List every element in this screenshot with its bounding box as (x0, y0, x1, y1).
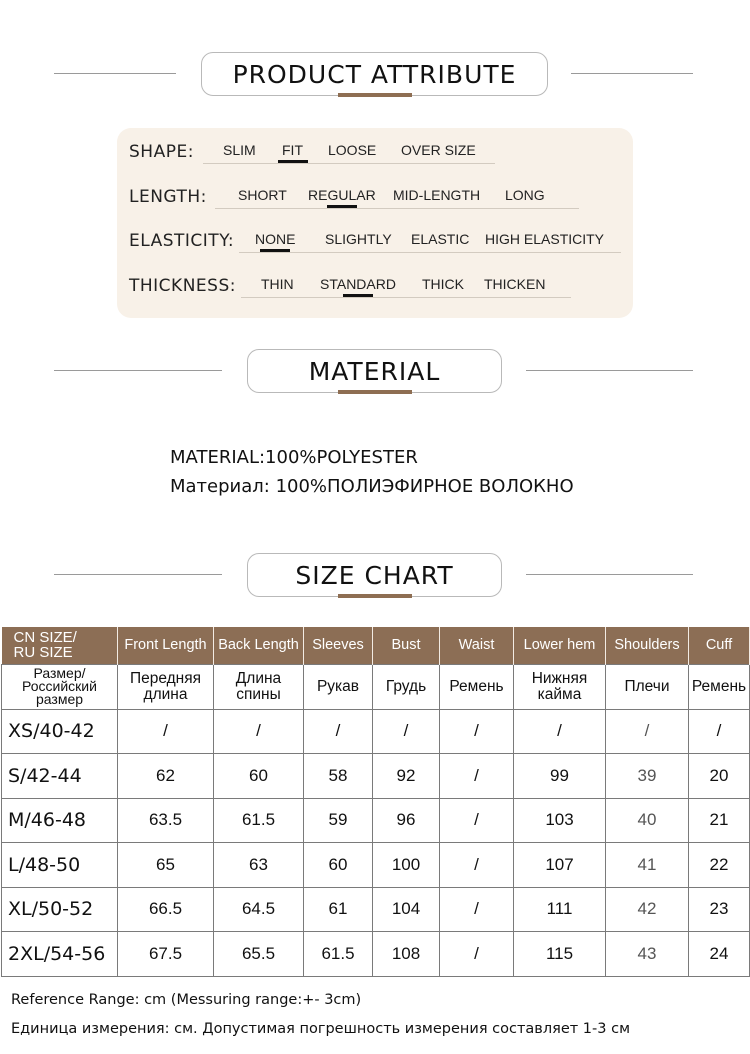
attribute-label: THICKNESS: (129, 276, 236, 296)
attribute-option: HIGH ELASTICITY (485, 231, 605, 247)
attribute-option: THICKEN (484, 276, 546, 292)
size-chart-header (0, 553, 750, 597)
measurement-cell: / (214, 709, 304, 754)
measurement-cell: 60 (304, 843, 373, 888)
ru-header-cell: Рукав (304, 664, 373, 709)
attributes-header (0, 52, 750, 96)
measurement-cell: 67.5 (118, 932, 214, 977)
material-en-value: 100%POLYESTER (265, 447, 418, 468)
measurement-cell: 61.5 (304, 932, 373, 977)
measurement-cell: 58 (304, 754, 373, 799)
size-cell: S/42-44 (2, 754, 118, 799)
size-cell: XS/40-42 (2, 709, 118, 754)
header-sleeves: Sleeves (304, 627, 373, 664)
measurement-cell: 62 (118, 754, 214, 799)
material-title: MATERIAL (308, 356, 441, 386)
measurement-cell: 66.5 (118, 887, 214, 932)
measurement-cell: 108 (373, 932, 440, 977)
header-bust: Bust (373, 627, 440, 664)
attributes-title-pill (201, 52, 548, 96)
header-rule-right (526, 370, 693, 371)
size-chart-title: SIZE CHART (295, 560, 454, 590)
attribute-label: SHAPE: (129, 142, 194, 162)
header-shoulders: Shoulders (606, 627, 689, 664)
measurement-cell: / (440, 798, 514, 843)
size-cell: L/48-50 (2, 843, 118, 888)
table-row (2, 709, 750, 754)
measurement-cell: 41 (606, 843, 689, 888)
table-header-row (2, 627, 750, 664)
measurement-cell: 60 (214, 754, 304, 799)
measurement-cell: 111 (514, 887, 606, 932)
ru-header-cell: Ремень (689, 664, 750, 709)
note-ru: Единица измерения: см. Допустимая погрешность измерения составляет 1-3 см (11, 1021, 631, 1037)
material-ru (170, 476, 574, 497)
attribute-label: ELASTICITY: (129, 231, 235, 251)
attribute-option: THIN (261, 276, 294, 292)
material-en-label: MATERIAL: (170, 447, 266, 468)
table-row (2, 798, 750, 843)
size-cell: 2XL/54-56 (2, 932, 118, 977)
attribute-row-elasticity (117, 217, 633, 257)
measurement-cell: / (606, 709, 689, 754)
measurement-cell: 23 (689, 887, 750, 932)
header-lower-hem: Lower hem (514, 627, 606, 664)
measurement-cell: 42 (606, 887, 689, 932)
table-row (2, 754, 750, 799)
attribute-option: ELASTIC (411, 231, 470, 247)
size-table (1, 627, 750, 977)
measurement-cell: 59 (304, 798, 373, 843)
title-underline (338, 594, 412, 598)
ru-header-line: Нижняя (531, 669, 588, 687)
material-title-pill (247, 349, 502, 393)
attribute-row-length (117, 173, 633, 213)
ru-size-line: Размер/ (33, 665, 86, 681)
attribute-option: OVER SIZE (401, 142, 476, 158)
measurement-cell: / (689, 709, 750, 754)
header-size-line: CN SIZE/ (13, 629, 77, 647)
measurement-cell: / (440, 709, 514, 754)
measurement-cell: 100 (373, 843, 440, 888)
measurement-cell: 43 (606, 932, 689, 977)
size-rows (2, 709, 750, 976)
measurement-cell: 64.5 (214, 887, 304, 932)
attribute-option: LOOSE (328, 142, 377, 158)
size-cell: XL/50-52 (2, 887, 118, 932)
table-row (2, 887, 750, 932)
attribute-option: SLIGHTLY (325, 231, 392, 247)
header-rule-right (571, 73, 693, 74)
row-divider (239, 252, 621, 253)
ru-header-line: спины (236, 685, 281, 703)
attribute-row-shape (117, 128, 633, 168)
measurement-cell: / (440, 887, 514, 932)
title-underline (338, 93, 412, 97)
measurement-cell: 92 (373, 754, 440, 799)
ru-header-cell: Плечи (606, 664, 689, 709)
measurement-cell: / (440, 754, 514, 799)
header-waist: Waist (440, 627, 514, 664)
attribute-option: SLIM (223, 142, 256, 158)
ru-header-cell (118, 664, 214, 709)
table-row (2, 932, 750, 977)
ru-header-line: длина (143, 685, 188, 703)
measurement-cell: 96 (373, 798, 440, 843)
material-header (0, 349, 750, 393)
header-back-length: Back Length (214, 627, 304, 664)
measurement-cell: 21 (689, 798, 750, 843)
measurement-cell: 65 (118, 843, 214, 888)
measurement-cell: / (440, 932, 514, 977)
measurement-cell: 61 (304, 887, 373, 932)
table-row (2, 843, 750, 888)
header-rule-right (526, 574, 693, 575)
attribute-row-thickness (117, 262, 633, 302)
ru-header-cell (514, 664, 606, 709)
attribute-option-selected: FIT (282, 142, 303, 158)
ru-header-line: кайма (537, 685, 582, 703)
ru-size-line: Российский (22, 678, 97, 694)
material-en (170, 447, 418, 468)
measurement-cell: 22 (689, 843, 750, 888)
size-cell: M/46-48 (2, 798, 118, 843)
attribute-option: SHORT (238, 187, 287, 203)
measurement-cell: / (373, 709, 440, 754)
row-divider (241, 297, 571, 298)
ru-header-cell (214, 664, 304, 709)
header-size (2, 627, 118, 664)
measurement-cell: 20 (689, 754, 750, 799)
measurement-cell: / (304, 709, 373, 754)
row-divider (203, 163, 495, 164)
measurement-cell: 39 (606, 754, 689, 799)
measurement-cell: 63 (214, 843, 304, 888)
attributes-title: PRODUCT ATTRIBUTE (232, 59, 517, 89)
header-rule-left (54, 370, 222, 371)
ru-header-cell: Ремень (440, 664, 514, 709)
measurement-cell: 104 (373, 887, 440, 932)
material-ru-value: 100%ПОЛИЭФИРНОЕ ВОЛОКНО (275, 476, 574, 497)
attribute-option: THICK (422, 276, 464, 292)
table-ru-header-row (2, 664, 750, 709)
measurement-cell: 63.5 (118, 798, 214, 843)
attribute-label: LENGTH: (129, 187, 207, 207)
ru-header-line: Длина (235, 669, 282, 687)
header-cuff: Cuff (689, 627, 750, 664)
attribute-option: LONG (505, 187, 545, 203)
material-ru-label: Материал: (170, 476, 270, 497)
measurement-cell: / (118, 709, 214, 754)
header-rule-left (54, 73, 176, 74)
attribute-option-selected: NONE (255, 231, 296, 247)
ru-size-line: размер (35, 691, 84, 707)
attribute-panel (117, 128, 633, 318)
ru-header-line: Передняя (129, 669, 202, 687)
header-size-line: RU SIZE (13, 644, 73, 662)
header-rule-left (54, 574, 222, 575)
measurement-cell: 99 (514, 754, 606, 799)
ru-header-cell: Грудь (373, 664, 440, 709)
row-divider (215, 208, 579, 209)
measurement-cell: / (440, 843, 514, 888)
measurement-cell: 115 (514, 932, 606, 977)
attribute-option: MID-LENGTH (393, 187, 481, 203)
measurement-cell: 103 (514, 798, 606, 843)
title-underline (338, 390, 412, 394)
ru-header-size (2, 664, 118, 709)
header-front-length: Front Length (118, 627, 214, 664)
measurement-cell: / (514, 709, 606, 754)
size-chart-title-pill (247, 553, 502, 597)
note-en: Reference Range: cm (Messuring range:+- 3cm) (11, 992, 362, 1008)
measurement-cell: 61.5 (214, 798, 304, 843)
attribute-option-selected: REGULAR (308, 187, 376, 203)
measurement-cell: 107 (514, 843, 606, 888)
attribute-option-selected: STANDARD (320, 276, 396, 292)
measurement-cell: 40 (606, 798, 689, 843)
measurement-cell: 65.5 (214, 932, 304, 977)
measurement-cell: 24 (689, 932, 750, 977)
